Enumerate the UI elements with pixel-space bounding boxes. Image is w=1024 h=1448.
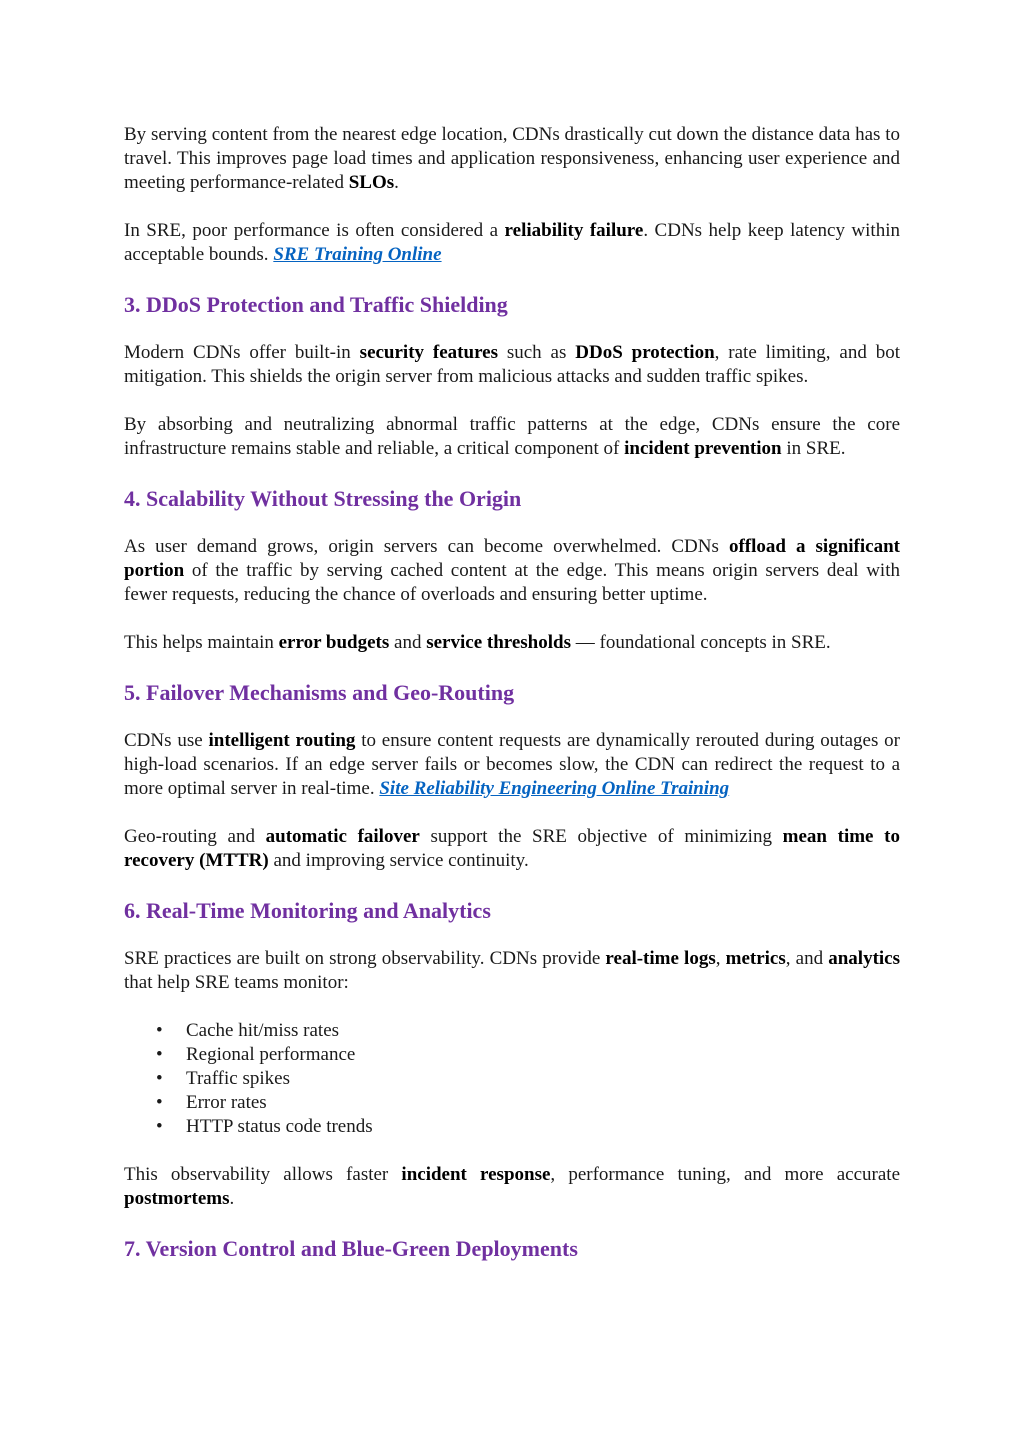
bold-reliability-failure: reliability failure bbox=[504, 220, 644, 241]
bullet-icon: • bbox=[156, 1092, 163, 1113]
bullet-icon: • bbox=[156, 1044, 163, 1065]
paragraph-incident-prevention: By absorbing and neutralizing abnormal traffic patterns at the edge, CDNs ensure the core infrastructure remains stable and reliable, a critical component of incident prevention in SRE. bbox=[124, 414, 900, 459]
paragraph-cdn-edge: By serving content from the nearest edge location, CDNs drastically cut down the distance data has to travel. This improves page load times and application responsiveness, enhancing user experience and meeting performance-related SLOs. bbox=[124, 124, 900, 193]
heading-monitoring: 6. Real-Time Monitoring and Analytics bbox=[124, 898, 491, 923]
paragraph-observability: SRE practices are built on strong observability. CDNs provide real-time logs, metrics, and analytics that help SRE teams monitor: bbox=[124, 948, 901, 993]
list-item: • Cache hit/miss rates bbox=[156, 1020, 340, 1041]
bold-ddos-protection: DDoS protection bbox=[575, 342, 715, 363]
bold-real-time-logs: real-time logs bbox=[605, 948, 716, 969]
bold-slos: SLOs bbox=[348, 172, 395, 193]
bold-analytics: analytics bbox=[828, 948, 901, 969]
list-item: • Regional performance bbox=[156, 1044, 356, 1065]
link-site-reliability-engineering-online-training[interactable]: Site Reliability Engineering Online Training bbox=[379, 778, 730, 799]
bold-mttr: mean time to recovery (MTTR) bbox=[124, 826, 900, 871]
bold-postmortems: postmortems bbox=[124, 1188, 230, 1209]
monitoring-list bbox=[124, 1019, 900, 1139]
bullet-icon: • bbox=[156, 1068, 163, 1089]
bold-security-features: security features bbox=[359, 342, 498, 363]
bold-metrics: metrics bbox=[725, 948, 786, 969]
paragraph-error-budgets: This helps maintain error budgets and service thresholds — foundational concepts in SRE. bbox=[124, 632, 831, 653]
bullet-icon: • bbox=[156, 1116, 163, 1137]
list-item: • HTTP status code trends bbox=[156, 1116, 373, 1137]
bold-error-budgets: error budgets bbox=[278, 632, 390, 653]
heading-failover: 5. Failover Mechanisms and Geo-Routing bbox=[124, 680, 515, 705]
heading-scalability: 4. Scalability Without Stressing the Origin bbox=[124, 486, 522, 511]
bold-incident-prevention: incident prevention bbox=[624, 438, 782, 459]
paragraph-geo-routing: Geo-routing and automatic failover support the SRE objective of minimizing mean time to recovery (MTTR) and improving service continuity. bbox=[124, 826, 900, 871]
bold-incident-response: incident response bbox=[401, 1164, 551, 1185]
bold-offload: offload a significant portion bbox=[124, 536, 900, 581]
bold-intelligent-routing: intelligent routing bbox=[208, 730, 356, 751]
paragraph-incident-response: This observability allows faster incident response, performance tuning, and more accurate postmortems. bbox=[124, 1164, 901, 1209]
bullet-icon: • bbox=[156, 1020, 163, 1041]
paragraph-offload: As user demand grows, origin servers can become overwhelmed. CDNs offload a significant portion of the traffic by serving cached content at the edge. This means origin servers deal with fewer requests, reducing the chance of overloads and ensuring better uptime. bbox=[124, 536, 900, 605]
paragraph-intelligent-routing: CDNs use intelligent routing to ensure content requests are dynamically rerouted during outages or high-load scenarios. If an edge server fails or becomes slow, the CDN can redirect the request to a more optimal server in real-time. Site Reliability Engineering Online Training bbox=[124, 730, 900, 799]
list-item: • Traffic spikes bbox=[156, 1068, 290, 1089]
list-item: • Error rates bbox=[156, 1092, 267, 1113]
paragraph-performance: In SRE, poor performance is often considered a reliability failure. CDNs help keep latency within acceptable bounds. SRE Training Online bbox=[124, 220, 900, 265]
heading-ddos-protection: 3. DDoS Protection and Traffic Shielding bbox=[124, 292, 508, 317]
document-page bbox=[124, 123, 900, 1285]
bold-automatic-failover: automatic failover bbox=[265, 826, 420, 847]
paragraph-security-features: Modern CDNs offer built-in security features such as DDoS protection, rate limiting, and bot mitigation. This shields the origin server from malicious attacks and sudden traffic spikes. bbox=[124, 342, 900, 387]
bold-service-thresholds: service thresholds bbox=[426, 632, 571, 653]
heading-version-control: 7. Version Control and Blue-Green Deployments bbox=[124, 1236, 578, 1261]
link-sre-training-online[interactable]: SRE Training Online bbox=[273, 244, 442, 265]
